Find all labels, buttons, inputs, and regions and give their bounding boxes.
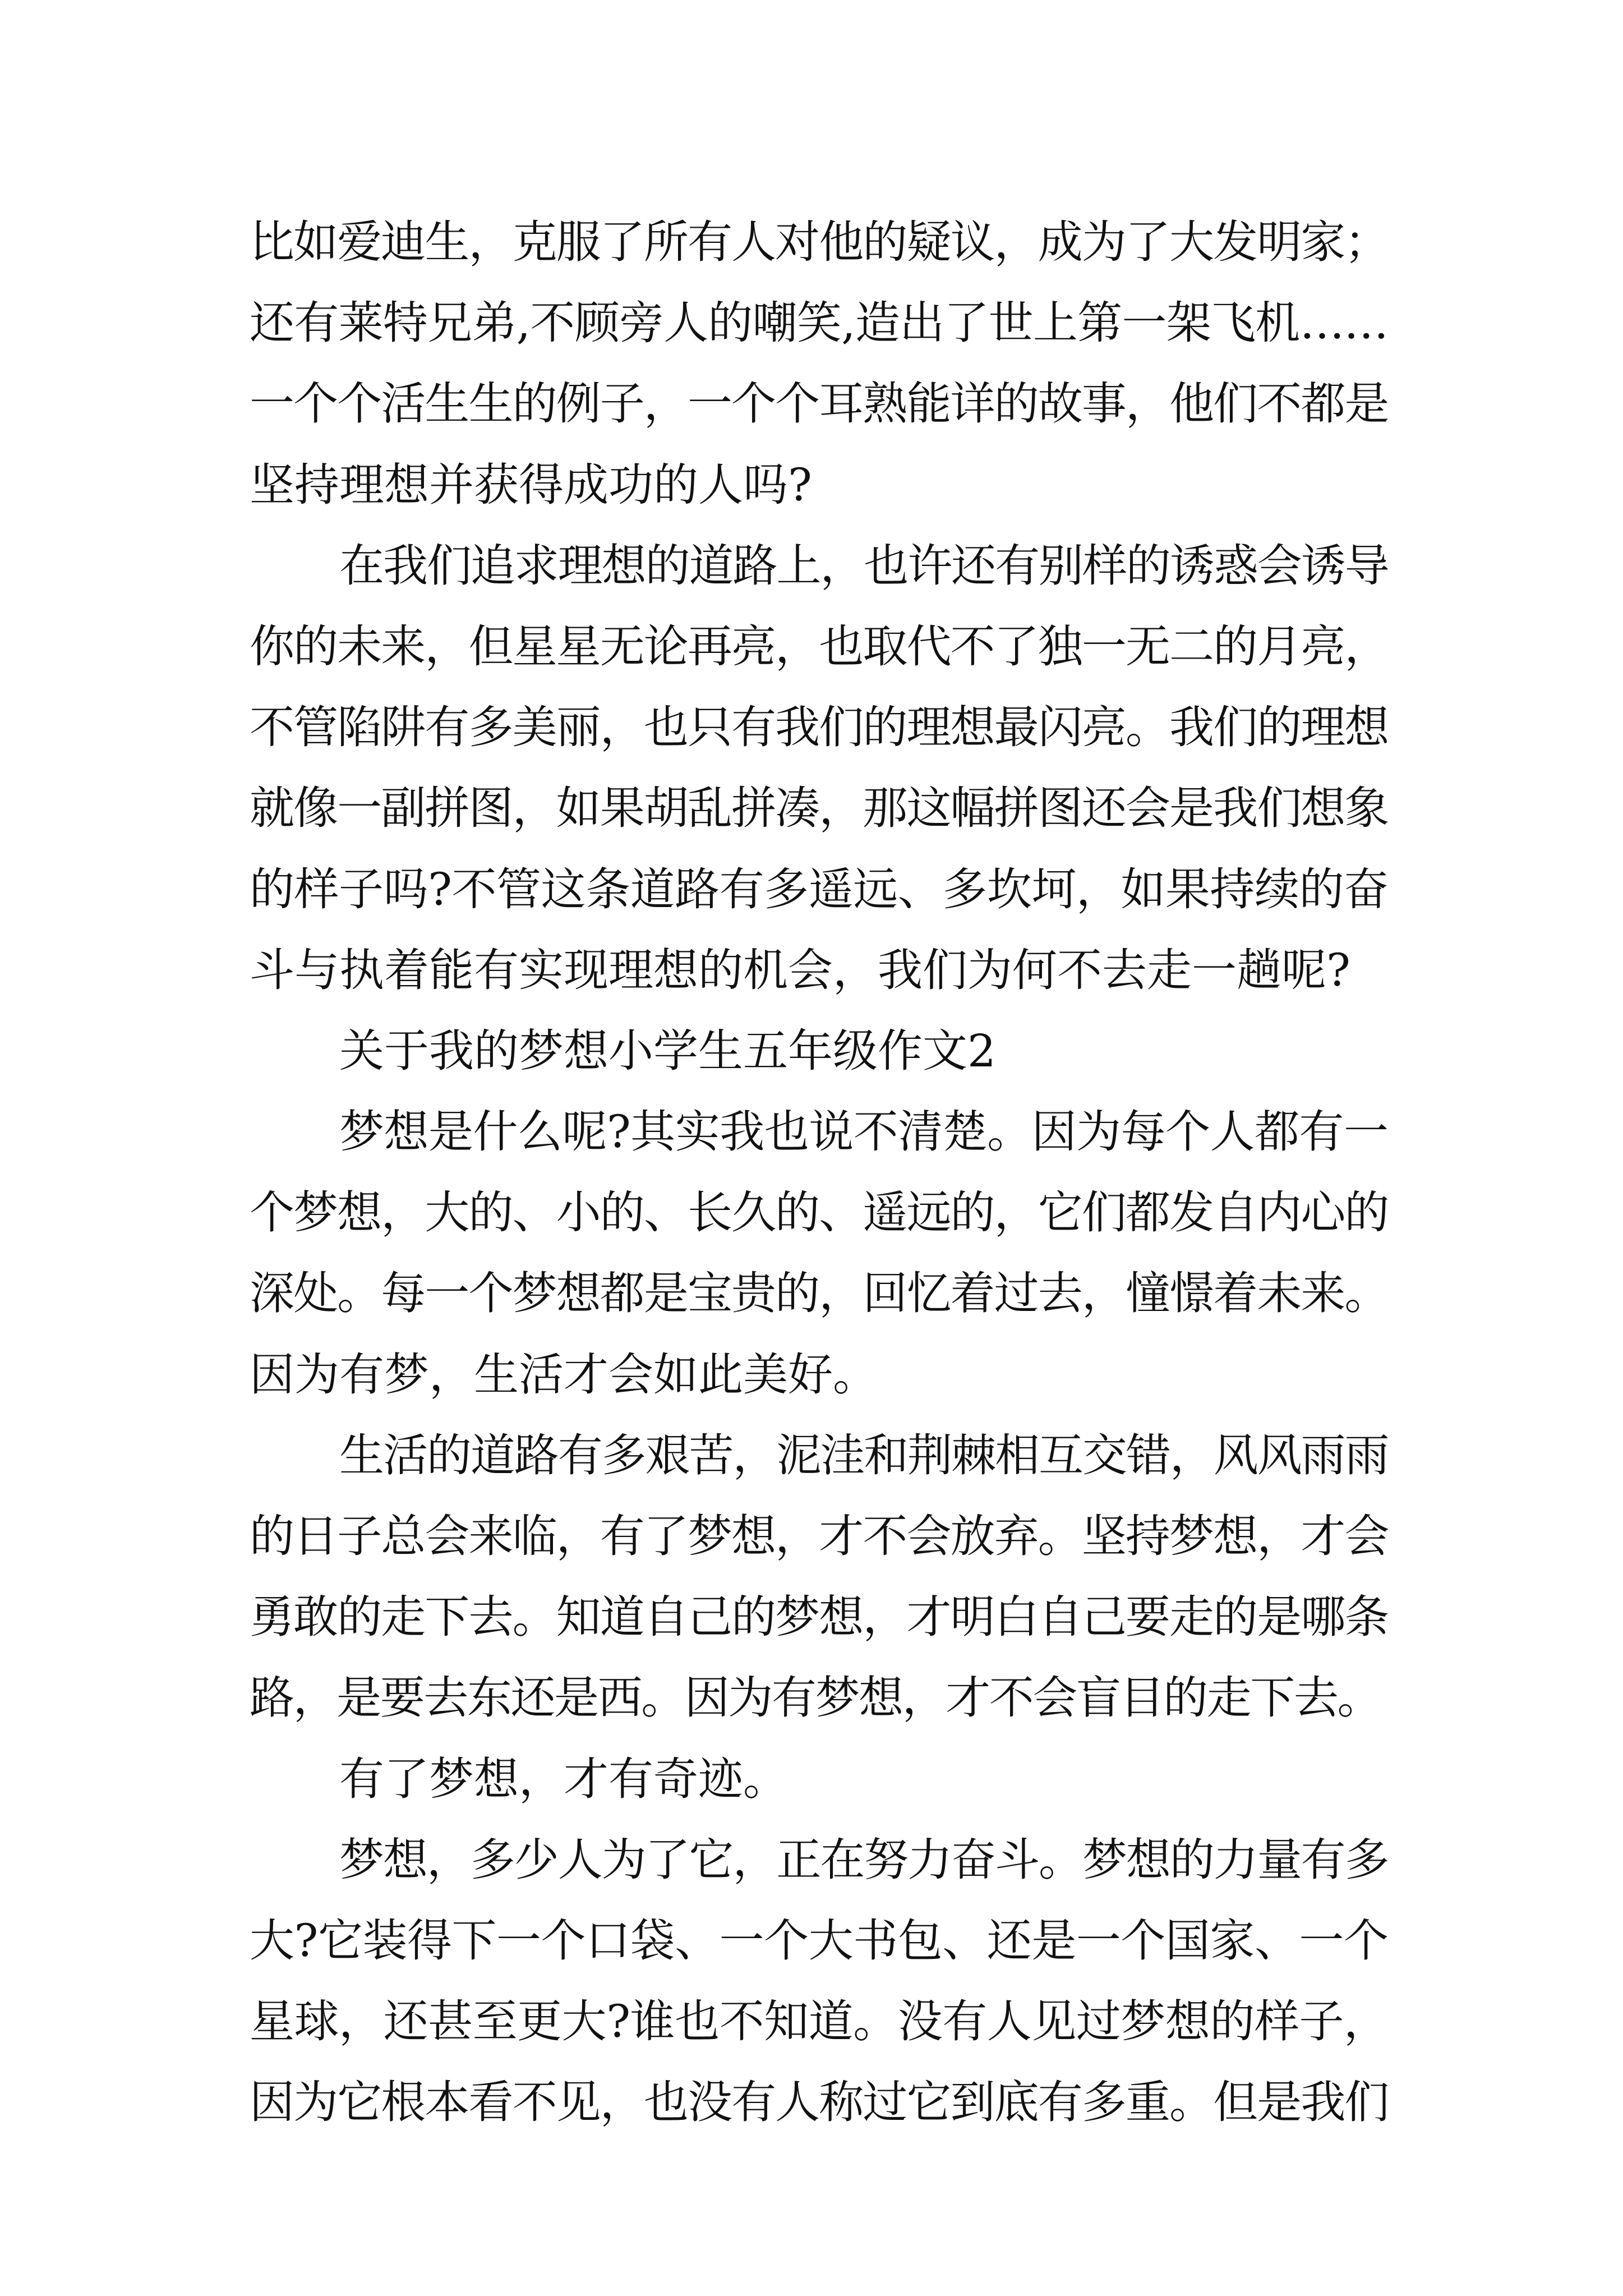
text-line: 勇敢的走下去。知道自己的梦想，才明白自己要走的是哪条 (250, 1591, 1388, 1644)
text-line: 比如爱迪生，克服了所有人对他的疑议，成为了大发明家； (250, 216, 1388, 268)
text-line: 不管陷阱有多美丽，也只有我们的理想最闪亮。我们的理想 (250, 701, 1388, 754)
text-line: 路，是要去东还是西。因为有梦想，才不会盲目的走下去。 (250, 1672, 1381, 1724)
text-line: 梦想是什么呢?其实我也说不清楚。因为每个人都有一 (339, 1106, 1388, 1158)
text-line: 斗与执着能有实现理想的机会，我们为何不去走一趟呢? (250, 944, 1350, 996)
text-line: 有了梦想，才有奇迹。 (339, 1752, 788, 1805)
text-line: 生活的道路有多艰苦，泥洼和荆棘相互交错，风风雨雨 (339, 1429, 1388, 1481)
text-line: 因为有梦，生活才会如此美好。 (250, 1348, 878, 1401)
text-line: 关于我的梦想小学生五年级作文2 (339, 1024, 996, 1077)
text-line: 星球，还甚至更大?谁也不知道。没有人见过梦想的样子， (250, 1995, 1388, 2048)
text-line: 你的未来，但星星无论再亮，也取代不了独一无二的月亮， (250, 620, 1388, 673)
essay-text-block (250, 202, 1388, 2143)
text-line: 就像一副拼图，如果胡乱拼凑，那这幅拼图还会是我们想象 (250, 782, 1388, 835)
text-line: 深处。每一个梦想都是宝贵的，回忆着过去，憧憬着未来。 (250, 1267, 1388, 1320)
text-line: 的样子吗?不管这条道路有多遥远、多坎坷，如果持续的奋 (250, 863, 1388, 915)
text-line: 的日子总会来临，有了梦想，才不会放弃。坚持梦想，才会 (250, 1510, 1388, 1562)
text-line: 因为它根本看不见，也没有人称过它到底有多重。但是我们 (250, 2076, 1388, 2129)
text-line: 一个个活生生的例子，一个个耳熟能详的故事，他们不都是 (250, 378, 1388, 430)
text-line: 在我们追求理想的道路上，也许还有别样的诱惑会诱导 (339, 539, 1388, 592)
text-line: 还有莱特兄弟,不顾旁人的嘲笑,造出了世上第一架飞机…… (250, 297, 1388, 349)
text-line: 大?它装得下一个口袋、一个大书包、还是一个国家、一个 (250, 1914, 1388, 1967)
text-line: 个梦想，大的、小的、长久的、遥远的，它们都发自内心的 (250, 1186, 1388, 1239)
text-line: 坚持理想并获得成功的人吗? (250, 458, 812, 511)
text-line: 梦想，多少人为了它，正在努力奋斗。梦想的力量有多 (339, 1833, 1388, 1886)
